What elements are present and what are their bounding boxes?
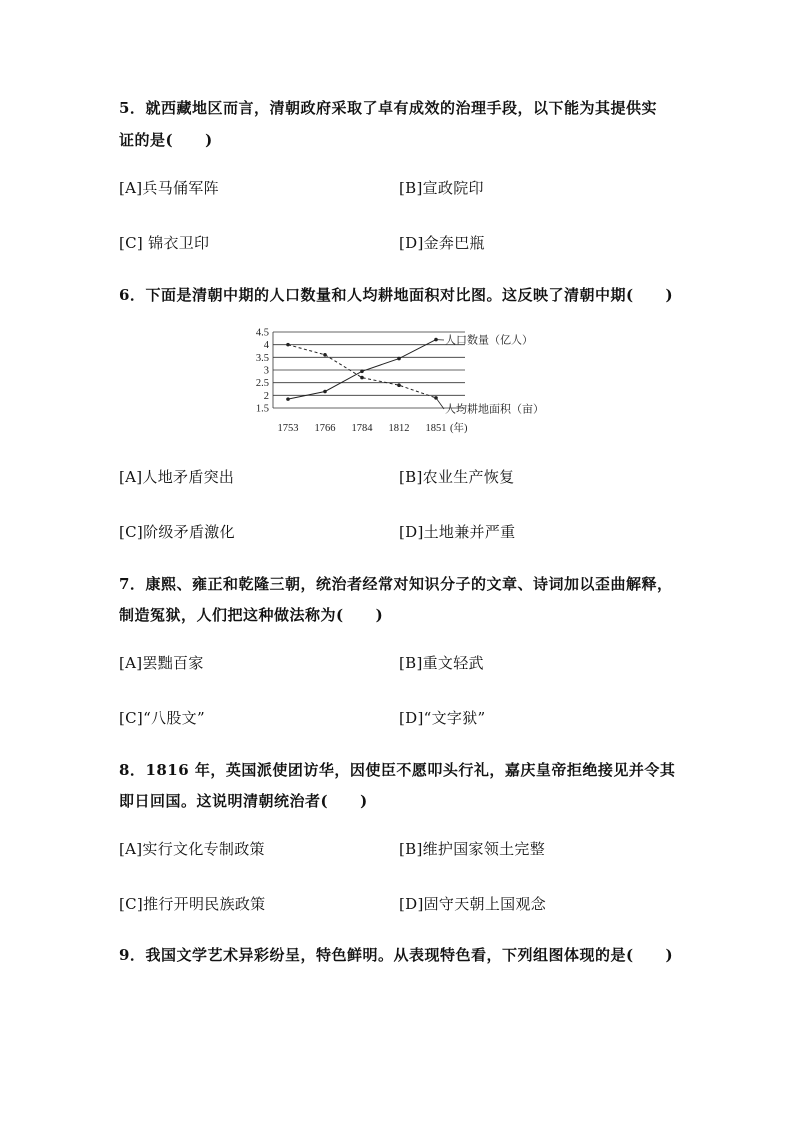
data-point <box>323 353 327 357</box>
data-point <box>286 343 290 347</box>
question-8-line-1 <box>119 759 675 780</box>
question-8-option-a[interactable]: [A]实行文化专制政策 <box>119 840 265 858</box>
question-6-number: 6． <box>119 286 146 304</box>
x-tick-label: 1766 <box>314 423 336 434</box>
series-label: 人均耕地面积（亩） <box>445 403 544 416</box>
y-tick-label: 4.5 <box>255 327 269 339</box>
x-tick-label: 1812 <box>388 423 410 434</box>
question-6-close-paren: ) <box>665 286 674 304</box>
y-tick-label: 1.5 <box>255 403 269 415</box>
question-5-close-paren: ) <box>205 131 213 149</box>
question-8-number: 8． <box>119 761 146 779</box>
question-8-option-d[interactable]: [D]固守天朝上国观念 <box>399 895 547 913</box>
question-6-option-d[interactable]: [D]土地兼并严重 <box>399 523 516 541</box>
question-7-option-b[interactable]: [B]重文轻武 <box>399 654 484 672</box>
question-8-stem: 1816 年，英国派使团访华，因使臣不愿叩头行礼，嘉庆皇帝拒绝接见并令其 <box>145 761 676 779</box>
question-9-number: 9． <box>119 946 146 964</box>
y-tick-label: 3.5 <box>255 352 269 364</box>
data-point <box>360 369 364 373</box>
question-8-line-2 <box>119 790 368 811</box>
question-5-line-1 <box>119 97 657 118</box>
question-6-line-1 <box>119 284 673 305</box>
question-7-option-c[interactable]: [C]“八股文” <box>119 709 205 727</box>
question-5-line-2 <box>119 129 213 150</box>
question-7-line-2 <box>119 604 383 625</box>
data-point <box>360 376 364 380</box>
question-5-option-d[interactable]: [D]金奔巴瓶 <box>399 234 485 252</box>
question-5-option-c[interactable]: [C] 锦衣卫印 <box>119 234 210 252</box>
question-7-stem-cont: 制造冤狱，人们把这种做法称为( <box>119 606 344 624</box>
question-6-option-a[interactable]: [A]人地矛盾突出 <box>119 468 235 486</box>
population-farmland-chart <box>240 320 550 440</box>
question-5-stem: 就西藏地区而言，清朝政府采取了卓有成效的治理手段，以下能为其提供实 <box>145 99 657 117</box>
data-point <box>397 383 401 387</box>
question-5-stem-cont: 证的是( <box>119 131 174 149</box>
x-tick-label: 1753 <box>277 423 299 434</box>
question-6-stem: 下面是清朝中期的人口数量和人均耕地面积对比图。这反映了清朝中期( <box>145 286 634 304</box>
question-9-close-paren: ) <box>665 946 674 964</box>
x-axis-unit-label: (年) <box>450 423 468 434</box>
question-8-option-b[interactable]: [B]维护国家领土完整 <box>399 840 546 858</box>
question-9-line-1 <box>119 944 673 965</box>
series-label-leader <box>436 398 444 409</box>
question-9-stem: 我国文学艺术异彩纷呈，特色鲜明。从表现特色看，下列组图体现的是( <box>145 946 634 964</box>
data-point <box>323 390 327 394</box>
y-tick-label: 2 <box>263 390 269 402</box>
y-tick-label: 2.5 <box>255 378 269 390</box>
question-5-option-a[interactable]: [A]兵马俑军阵 <box>119 179 219 197</box>
series-label: 人口数量（亿人） <box>445 334 533 347</box>
question-8-option-c[interactable]: [C]推行开明民族政策 <box>119 895 266 913</box>
x-tick-label: 1784 <box>351 423 373 434</box>
question-7-line-1 <box>119 573 672 594</box>
question-7-option-d[interactable]: [D]“文字狱” <box>399 709 486 727</box>
question-8-close-paren: ) <box>360 792 368 810</box>
question-7-close-paren: ) <box>375 606 384 624</box>
x-tick-label: 1851 <box>425 423 447 434</box>
question-6-option-c[interactable]: [C]阶级矛盾激化 <box>119 523 235 541</box>
question-8-stem-cont: 即日回国。这说明清朝统治者( <box>119 792 329 810</box>
question-6-option-b[interactable]: [B]农业生产恢复 <box>399 468 515 486</box>
question-7-number: 7． <box>119 575 146 593</box>
y-tick-label: 3 <box>263 365 269 377</box>
data-point <box>397 357 401 361</box>
y-tick-label: 4 <box>263 340 269 352</box>
series-line-1 <box>288 340 436 400</box>
data-point <box>286 397 290 401</box>
question-7-option-a[interactable]: [A]罢黜百家 <box>119 654 204 672</box>
question-5-number: 5． <box>119 99 146 117</box>
question-5-option-b[interactable]: [B]宣政院印 <box>399 179 484 197</box>
question-7-stem: 康熙、雍正和乾隆三朝，统治者经常对知识分子的文章、诗词加以歪曲解释， <box>145 575 673 593</box>
